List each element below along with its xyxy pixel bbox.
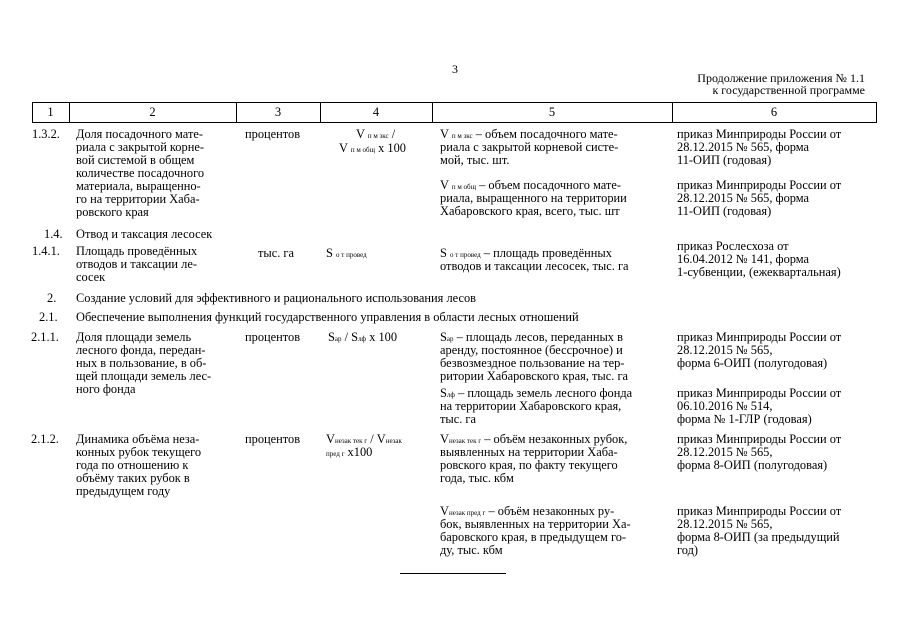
text-line: лесного фонда, передан- [76, 343, 206, 357]
unit: тыс. га [258, 246, 295, 260]
formula-var: S [351, 330, 359, 344]
formula-sub: п м зкс [367, 132, 389, 140]
text-line: ного фонда [76, 382, 136, 396]
text-line: тыс. га [440, 412, 477, 426]
formula-sub: п м общ [350, 146, 375, 154]
text-line: 28.12.2015 № 565, форма [677, 191, 810, 205]
text-line: года, тыс. кбм [440, 471, 514, 485]
row-number: 2.1. [39, 310, 58, 324]
unit: процентов [245, 432, 301, 446]
section-title: Создание условий для эффективного и рационального использования лесов [76, 291, 477, 305]
text-fragment: – площадь проведённых [480, 246, 612, 260]
text-line: безвозмездное пользование на тер- [440, 356, 625, 370]
continuation-line-1: Продолжение приложения № 1.1 [697, 71, 865, 85]
row-number: 2. [47, 291, 57, 305]
source [677, 433, 841, 472]
header-divider [876, 102, 877, 123]
text-line: ровского края, по факту текущего [440, 458, 618, 472]
text-line: риала с закрытой корне- [76, 140, 204, 154]
text-line: Доля посадочного мате- [76, 127, 204, 141]
formula-var: V [440, 504, 449, 518]
text-line: ровского края [76, 205, 149, 219]
text-line: сосек [76, 270, 106, 284]
text-line: риала, выращенного на территории [440, 191, 627, 205]
formula-op: / [341, 330, 352, 344]
unit: процентов [245, 127, 301, 141]
text-line: 06.10.2016 № 514, [677, 399, 773, 413]
formula-var: S [440, 386, 447, 400]
row-number: 1.4.1. [32, 244, 60, 258]
column-header-6: 6 [770, 105, 778, 119]
text-fragment: – площадь земель лесного фонда [454, 386, 633, 400]
text-fragment: – объём незаконных ру- [485, 504, 615, 518]
text-line: ду, тыс. кбм [440, 543, 503, 557]
unit: процентов [245, 330, 301, 344]
column-header-2: 2 [149, 105, 156, 119]
formula-var: S [326, 246, 333, 260]
text-line: форма 8-ОИП (полугодовая) [677, 458, 828, 472]
formula-sub: о т провед [336, 251, 367, 259]
formula-sub: незак тек г [334, 437, 368, 445]
formula-sub: незак пред г [448, 509, 486, 517]
formula-sub: незак тек г [448, 437, 482, 445]
description [440, 387, 632, 426]
text-line: Доля площади земель [76, 330, 192, 344]
text-line: баровского края, в предыдущем го- [440, 530, 627, 544]
formula [328, 331, 397, 344]
footnote-separator [400, 573, 506, 574]
source [677, 387, 841, 426]
formula-op: х100 [344, 445, 373, 459]
formula-var: V [356, 127, 365, 141]
text-line: выявленных на территории Хаба- [440, 445, 618, 459]
formula-var: V [440, 432, 449, 446]
description [440, 247, 629, 273]
text-line: 28.12.2015 № 565, [677, 343, 773, 357]
formula-sub: лф [446, 391, 455, 399]
text-line: мой, тыс. шт. [440, 153, 510, 167]
formula-var: V [339, 141, 348, 155]
formula-op: / V [367, 432, 386, 446]
text-line: Площадь проведённых [76, 244, 198, 258]
formula-sub: пред г [326, 450, 345, 458]
formula-line-2 [326, 446, 372, 459]
row-number: 2.1.1. [31, 330, 59, 344]
formula-op: / [388, 127, 396, 141]
formula-var: V [440, 127, 449, 141]
text-fragment: – объём незаконных рубок, [481, 432, 628, 446]
formula-sub: о т провед [450, 251, 481, 259]
formula-var: V [326, 432, 335, 446]
continuation-line-2: к государственной программе [712, 83, 865, 97]
text-fragment: – объем посадочного мате- [472, 127, 618, 141]
section-title: Обеспечение выполнения функций государственного управления в области лесных отношений [76, 310, 579, 324]
formula-sub: ар [446, 335, 454, 343]
text-line: 1-субвенции, (ежеквартальная) [677, 265, 841, 279]
column-header-4: 4 [372, 105, 380, 119]
text-line: Хабаровского края, всего, тыс. шт [440, 204, 620, 218]
formula-sub: ар [334, 335, 342, 343]
column-header-1: 1 [47, 105, 54, 119]
row-number: 1.3.2. [32, 127, 60, 141]
formula [326, 247, 367, 260]
text-line: приказ Минприроды России от [677, 127, 842, 141]
text-line: приказ Минприроды России от [677, 178, 842, 192]
formula-sub: лф [358, 335, 367, 343]
text-line: аренду, постоянное (бессрочное) и [440, 343, 623, 357]
text-line: форма № 1-ГЛР (годовая) [677, 412, 812, 426]
continuation-note [645, 72, 865, 96]
formula-var: V [440, 178, 449, 192]
text-line: объёму таких рубок в [76, 471, 190, 485]
column-header-3: 3 [274, 105, 282, 119]
formula-var: S [440, 330, 447, 344]
text-line: 28.12.2015 № 565, [677, 517, 773, 531]
text-line: приказ Минприроды России от [677, 432, 842, 446]
text-line: вой системой в общем [76, 153, 195, 167]
description [440, 505, 631, 557]
description [440, 179, 627, 218]
text-line: предыдущем году [76, 484, 171, 498]
formula-op: х 100 [374, 141, 406, 155]
text-line: 28.12.2015 № 565, [677, 445, 773, 459]
text-line: приказ Рослесхоза от [677, 239, 789, 253]
header-bottom-border [32, 122, 877, 123]
source [677, 331, 841, 370]
formula-var: S [440, 246, 447, 260]
text-line: на территории Хабаровского края, [440, 399, 622, 413]
formula-sub: п м зкс [451, 132, 473, 140]
text-line: ных в пользование, в об- [76, 356, 207, 370]
row-number: 2.1.2. [31, 432, 59, 446]
formula-var: S [328, 330, 335, 344]
formula-sub: п м общ [451, 183, 476, 191]
description [440, 128, 618, 167]
text-line: 28.12.2015 № 565, форма [677, 140, 810, 154]
source [677, 128, 841, 167]
indicator-name [76, 433, 201, 498]
page-number: 3 [452, 62, 458, 76]
text-line: щей площади земель лес- [76, 369, 212, 383]
text-line: отводов и таксации ле- [76, 257, 197, 271]
text-fragment: – площадь лесов, переданных в [453, 330, 623, 344]
description [440, 331, 628, 383]
formula-line-1 [356, 128, 395, 141]
source [677, 240, 841, 279]
text-line: 11-ОИП (годовая) [677, 204, 772, 218]
text-fragment: – объем посадочного мате- [475, 178, 621, 192]
text-line: количестве посадочного [76, 166, 205, 180]
text-line: приказ Минприроды России от [677, 330, 842, 344]
text-line: ритории Хабаровского края, тыс. га [440, 369, 629, 383]
source [677, 505, 841, 557]
text-line: приказ Минприроды России от [677, 504, 842, 518]
text-line: приказ Минприроды России от [677, 386, 842, 400]
text-line: форма 6-ОИП (полугодовая) [677, 356, 828, 370]
source [677, 179, 841, 218]
indicator-name [76, 128, 204, 219]
text-line: бок, выявленных на территории Ха- [440, 517, 631, 531]
text-line: 11-ОИП (годовая) [677, 153, 772, 167]
text-line: го на территории Хаба- [76, 192, 200, 206]
text-line: материала, выращенно- [76, 179, 201, 193]
text-line: Динамика объёма неза- [76, 432, 200, 446]
text-line: форма 8-ОИП (за предыдущий [677, 530, 840, 544]
description [440, 433, 627, 485]
formula-op: х 100 [366, 330, 398, 344]
indicator-name [76, 331, 211, 396]
text-line: 16.04.2012 № 141, форма [677, 252, 810, 266]
text-line: года по отношению к [76, 458, 189, 472]
row-number: 1.4. [44, 227, 63, 241]
text-line: конных рубок текущего [76, 445, 202, 459]
column-header-5: 5 [548, 105, 556, 119]
formula-sub: незак [385, 437, 402, 445]
text-line: отводов и таксации лесосек, тыс. га [440, 259, 629, 273]
indicator-name [76, 245, 197, 284]
formula-line-2 [339, 142, 406, 155]
text-line: год) [677, 543, 699, 557]
header-top-border [32, 102, 877, 103]
section-title: Отвод и таксация лесосек [76, 227, 213, 241]
text-line: риала с закрытой корневой систе- [440, 140, 619, 154]
